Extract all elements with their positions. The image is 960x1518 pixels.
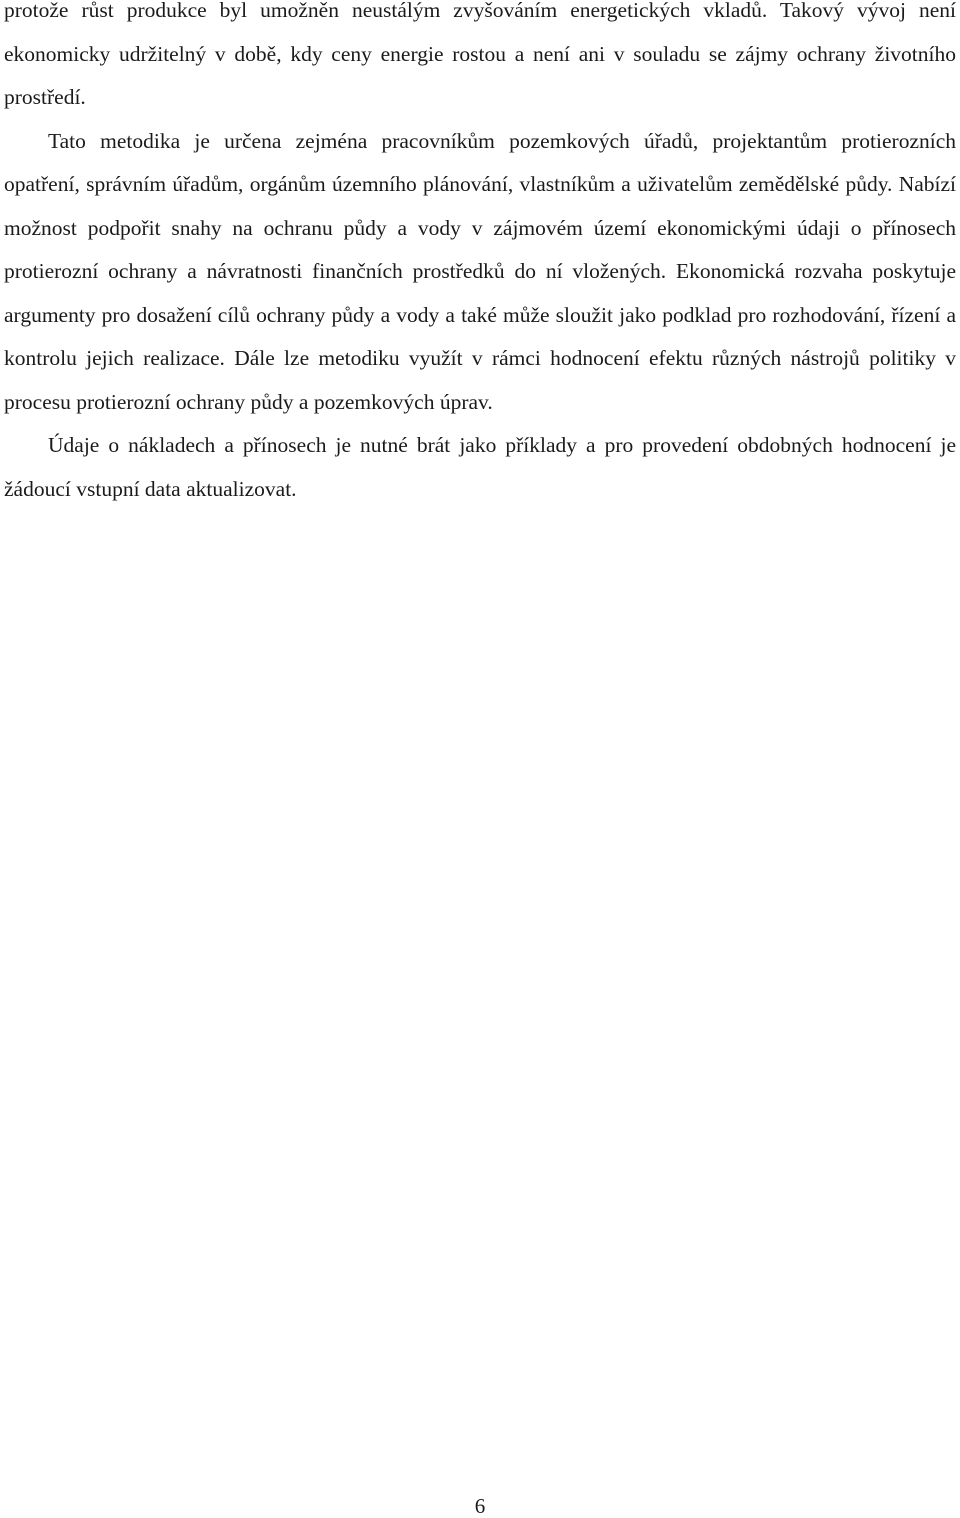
- paragraph-continuation: protože růst produkce byl umožněn neustálým zvyšováním energetických vkladů. Takový vývoj není ekonomicky udržitelný v době, kdy ceny energie rostou a není ani v souladu se zájmy ochrany životního prostředí.: [4, 0, 956, 109]
- paragraph-data-note: Údaje o nákladech a přínosech je nutné brát jako příklady a pro provedení obdobných hodnocení je žádoucí vstupní data aktualizovat.: [4, 433, 956, 501]
- page-number: 6: [474, 1494, 486, 1518]
- paragraph-methodology-purpose: Tato metodika je určena zejména pracovníkům pozemkových úřadů, projektantům protierozních opatření, správním úřadům, orgánům územního plánování, vlastníkům a uživatelům zemědělské půdy. Nabízí možnost podpořit snahy na ochranu půdy a vody v zájmovém území ekonomickými údaji o přínosech protierozní ochrany a návratnosti finančních prostředků do ní vložených. Ekonomická rozvaha poskytuje argumenty pro dosažení cílů ochrany půdy a vody a také může sloužit jako podklad pro rozhodování, řízení a kontrolu jejich realizace. Dále lze metodiku využít v rámci hodnocení efektu různých nástrojů politiky v procesu protierozní ochrany půdy a pozemkových úprav.: [4, 128, 956, 414]
- document-page: [4, 0, 956, 1517]
